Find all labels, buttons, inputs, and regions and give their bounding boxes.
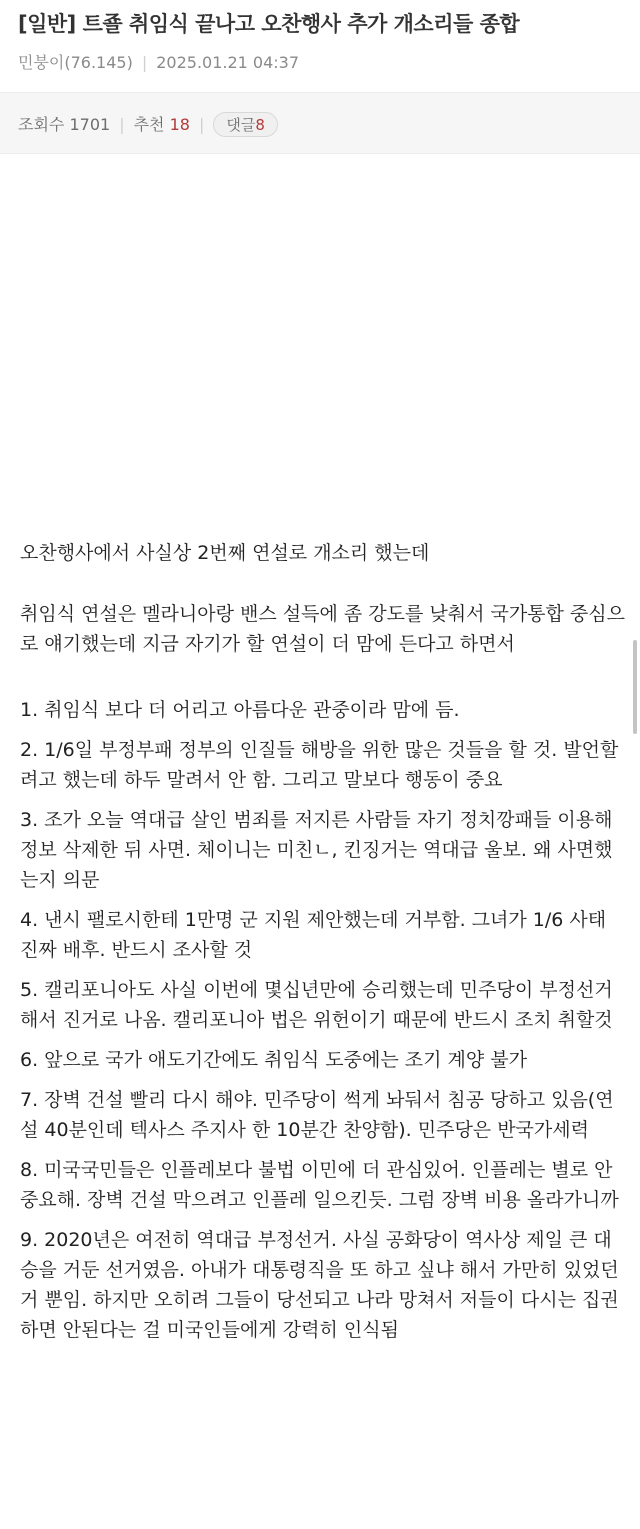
post-title: [일반] 트죨 취임식 끝나고 오찬행사 추가 개소리들 종합: [18, 12, 520, 36]
recommend-label: 추천: [133, 115, 165, 134]
meta-divider: |: [141, 53, 148, 72]
list-item: 8. 미국국민들은 인플레보다 불법 이민에 더 관심있어. 인플레는 별로 안 중요해. 장벽 건설 막으려고 인플레 일으킨듯. 그럼 장벽 비용 올라가니까: [20, 1159, 619, 1211]
list-item: 4. 낸시 팰로시한테 1만명 군 지원 제안했는데 거부함. 그녀가 1/6 사태 진짜 배후. 반드시 조사할 것: [20, 909, 607, 961]
list-item: 7. 장벽 건설 빨리 다시 해야. 민주당이 썩게 놔둬서 침공 당하고 있음(연설 40분인데 텍사스 주지사 한 10분간 찬양함). 민주당은 반국가세력: [20, 1089, 614, 1141]
comments-label: 댓글: [226, 116, 256, 134]
post-stats-bar: [0, 92, 640, 154]
list-item: 3. 조가 오늘 역대급 살인 범죄를 저지른 사람들 자기 정치깡패들 이용해 정보 삭제한 뒤 사면. 체이니는 미친ㄴ, 킨징거는 역대급 울보. 왜 사면했는지 의문: [20, 809, 613, 891]
list-item: 1. 취임식 보다 더 어리고 아름다운 관중이라 맘에 듬.: [20, 699, 460, 721]
post-stats: [18, 112, 278, 137]
recommend-count: 18: [169, 115, 190, 134]
body-intro: 오찬행사에서 사실상 2번째 연설로 개소리 했는데: [20, 542, 430, 564]
views-label: 조회수: [18, 115, 65, 134]
list-item: 2. 1/6일 부정부패 정부의 인질들 해방을 위한 많은 것들을 할 것. 발언할려고 했는데 하두 말려서 안 함. 그리고 말보다 행동이 중요: [20, 739, 619, 791]
stats-divider: |: [198, 115, 205, 134]
post-meta: [18, 50, 299, 73]
stats-divider: |: [119, 115, 125, 134]
post-body: [20, 538, 625, 1355]
author-name[interactable]: 민붕이(76.145): [18, 53, 133, 72]
post-date: 2025.01.21 04:37: [156, 53, 300, 72]
scrollbar[interactable]: [633, 640, 637, 734]
list-item: 6. 앞으로 국가 애도기간에도 취임식 도중에는 조기 계양 불가: [20, 1049, 527, 1071]
list-item: 9. 2020년은 여전히 역대급 부정선거. 사실 공화당이 역사상 제일 큰 대승을 거둔 선거였음. 아내가 대통령직을 또 하고 싶냐 해서 가만히 있었던거 뿐임. 하지만 오히려 그들이 당선되고 나라 망쳐서 저들이 다시는 집권하면 안된다는 걸 미국인들에게 강력히 인식됨: [20, 1229, 619, 1341]
comments-count: 8: [255, 116, 265, 134]
list-item: 5. 캘리포니아도 사실 이번에 몇십년만에 승리했는데 민주당이 부정선거해서 진거로 나옴. 캘리포니아 법은 위헌이기 때문에 반드시 조치 취할것: [20, 979, 613, 1031]
views-count: 1701: [69, 115, 111, 134]
body-intro-2: 취임식 연설은 멜라니아랑 밴스 설득에 좀 강도를 낮춰서 국가통합 중심으로 얘기했는데 지금 자기가 할 연설이 더 맘에 든다고 하면서: [20, 603, 625, 655]
comments-button[interactable]: [213, 112, 278, 137]
